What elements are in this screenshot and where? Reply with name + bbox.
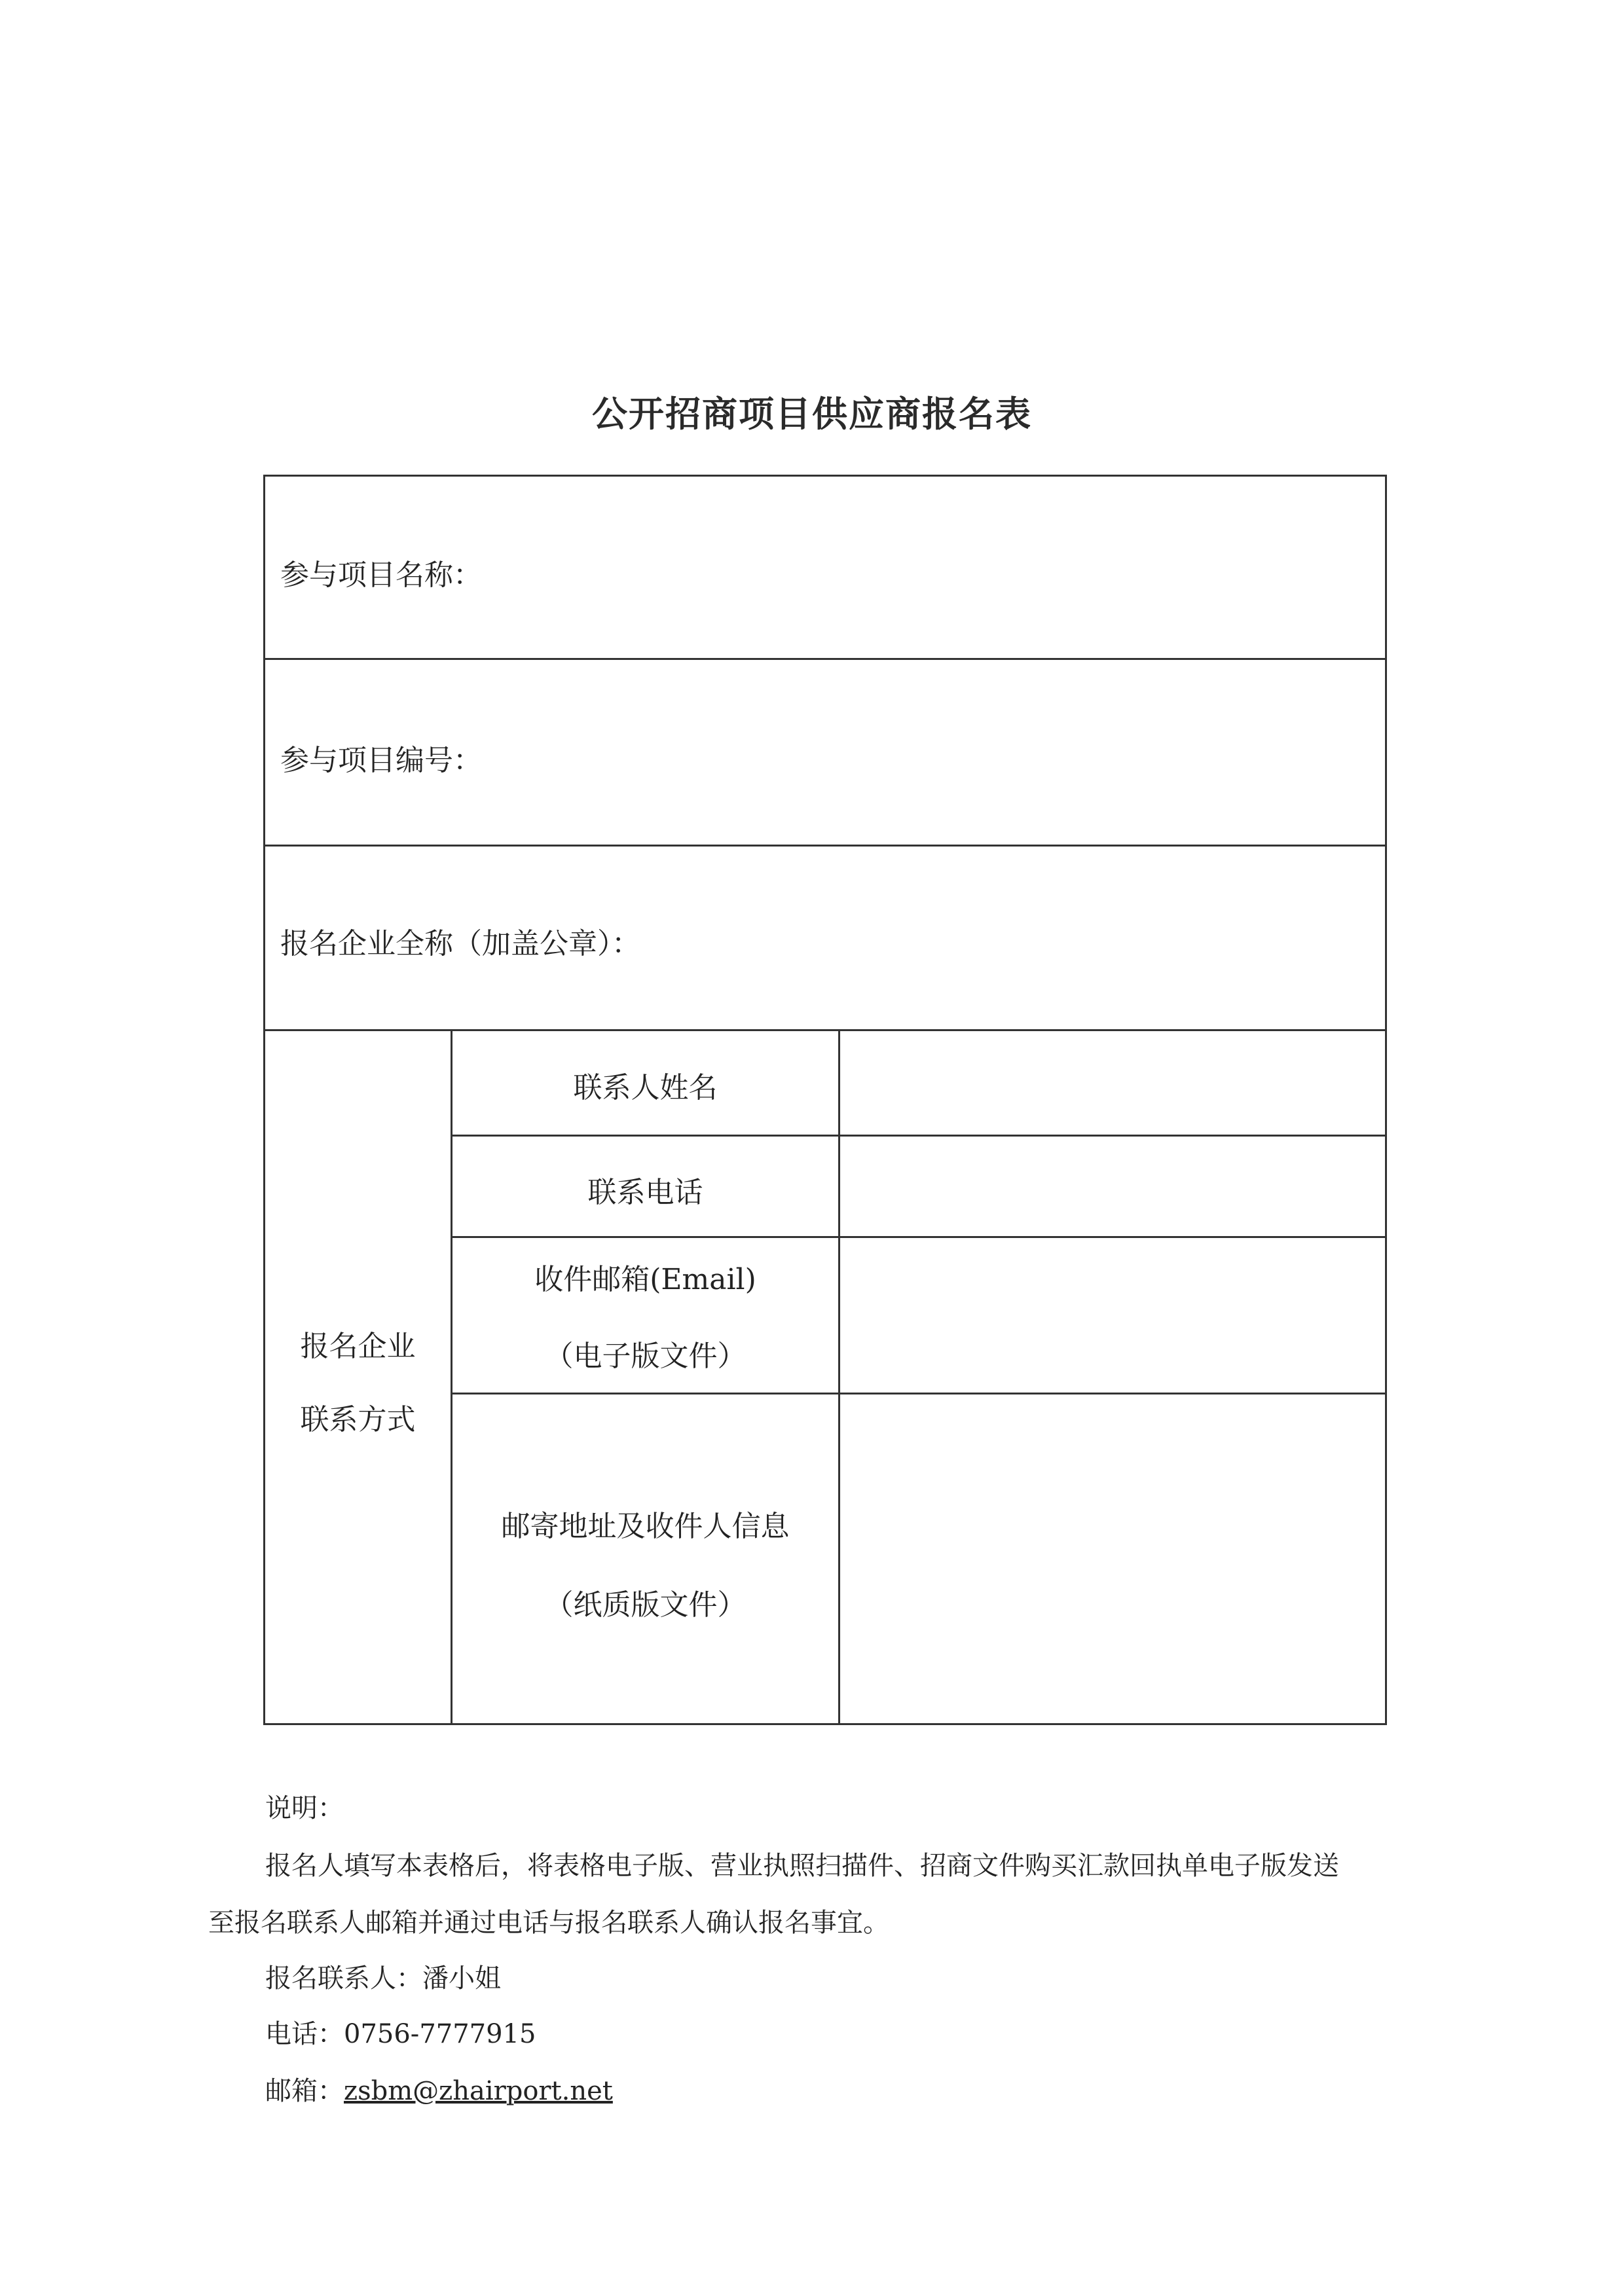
project-number-field[interactable] (511, 668, 1375, 835)
contact-email-line (265, 2070, 613, 2107)
phone-label: 电话： (265, 2019, 344, 2049)
project-number-label: 参与项目编号： (280, 744, 482, 777)
company-name-field[interactable] (720, 854, 1375, 1021)
row-divider (451, 1393, 1387, 1394)
contact-phone-line (265, 2013, 536, 2050)
project-name-field[interactable] (511, 484, 1375, 651)
notes-heading: 说明： (265, 1793, 344, 1823)
address-field[interactable] (845, 1398, 1382, 1719)
email-label-line2: （电子版文件） (544, 1339, 747, 1373)
notes-line1: 报名人填写本表格后，将表格电子版、营业执照扫描件、招商文件购买汇款回执单电子版发送 (265, 1851, 1339, 1881)
contact-name-field[interactable] (845, 1034, 1382, 1131)
contact-section-label-line1: 报名企业 (300, 1330, 416, 1363)
address-label-line2: （纸质版文件） (544, 1588, 747, 1622)
notes-line2: 至报名联系人邮箱并通过电话与报名联系人确认报名事宜。 (208, 1908, 889, 1938)
address-label-line1: 邮寄地址及收件人信息 (501, 1510, 790, 1543)
contact-phone-field[interactable] (845, 1140, 1382, 1233)
row-divider (263, 658, 1387, 660)
row-divider (451, 1236, 1387, 1238)
row-divider (451, 1135, 1387, 1137)
contact-name-label: 联系人姓名 (573, 1071, 718, 1104)
contact-phone-label: 联系电话 (587, 1176, 703, 1209)
email-label: 邮箱： (265, 2076, 344, 2106)
company-name-label: 报名企业全称（加盖公章）： (280, 927, 640, 960)
phone-number: 0756-7777915 (344, 2019, 536, 2049)
contact-person: 报名联系人：潘小姐 (265, 1963, 501, 1994)
row-divider (263, 1029, 1387, 1031)
email-label-line1: 收件邮箱(Email) (534, 1263, 756, 1296)
project-name-label: 参与项目名称： (280, 558, 482, 592)
column-divider (838, 1029, 840, 1725)
contact-section-label-line2: 联系方式 (300, 1403, 416, 1436)
row-divider (263, 845, 1387, 847)
form-title: 公开招商项目供应商报名表 (592, 393, 1032, 435)
email-link[interactable]: zsbm@zhairport.net (344, 2076, 613, 2106)
email-field[interactable] (845, 1241, 1382, 1389)
